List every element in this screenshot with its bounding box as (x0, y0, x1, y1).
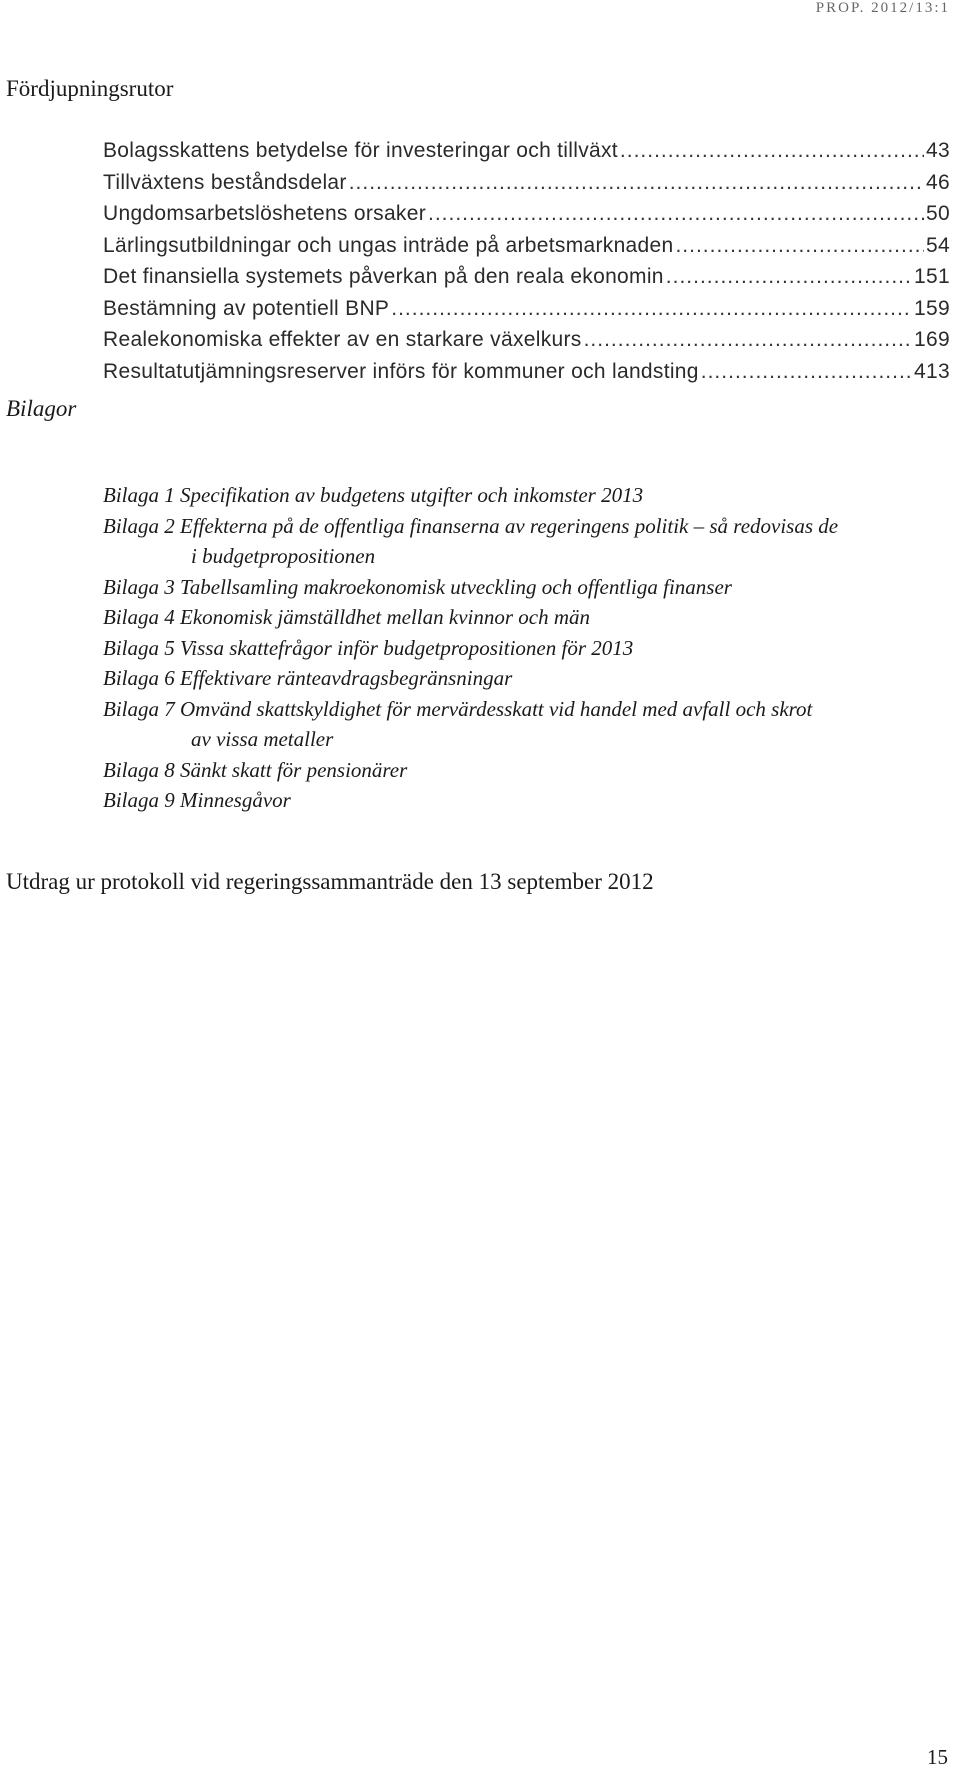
toc-entry[interactable] (103, 234, 950, 266)
annex-title: Bilaga 5 Vissa skattefrågor inför budgetpropositionen för 2013 (103, 635, 634, 660)
toc-entry-page: 43 (926, 139, 950, 162)
bilagor-list (103, 480, 953, 816)
toc-leader-dots (349, 171, 924, 195)
toc-entry[interactable] (103, 297, 950, 329)
running-head: PROP. 2012/13:1 (815, 0, 950, 16)
annex-entry[interactable] (103, 602, 953, 633)
annex-title: Bilaga 3 Tabellsamling makroekonomisk utveckling och offentliga finanser (103, 574, 732, 599)
annex-entry[interactable] (103, 480, 953, 511)
annex-title: Bilaga 8 Sänkt skatt för pensionärer (103, 757, 408, 782)
protocol-excerpt-line: Utdrag ur protokoll vid regeringssammanträde den 13 september 2012 (6, 869, 654, 894)
toc-entry-page: 151 (914, 265, 950, 288)
toc-entry[interactable] (103, 171, 950, 203)
annex-title-continuation: av vissa metaller (191, 727, 334, 751)
annex-title: Bilaga 7 Omvänd skattskyldighet för mervärdesskatt vid handel med avfall och skrot (103, 696, 813, 721)
toc-entry-title: Ungdomsarbetslöshetens orsaker (103, 202, 426, 225)
bilagor-heading: Bilagor (6, 396, 77, 421)
toc-leader-dots (584, 328, 912, 352)
toc-entry-page: 169 (914, 328, 950, 351)
annex-title: Bilaga 9 Minnesgåvor (103, 788, 291, 812)
toc-leader-dots (666, 265, 912, 289)
annex-entry[interactable] (103, 572, 953, 603)
toc-leader-dots (701, 360, 912, 384)
annex-title: Bilaga 2 Effekterna på de offentliga finanserna av regeringens politik – så redovisas de (103, 513, 839, 538)
annex-entry[interactable] (103, 633, 953, 664)
annex-entry[interactable] (103, 785, 953, 816)
toc-entry-title: Bestämning av potentiell BNP (103, 296, 390, 320)
toc-entry-title: Bolagsskattens betydelse för investeringar och tillväxt (103, 139, 618, 162)
toc-entry-title: Realekonomiska effekter av en starkare växelkurs (103, 328, 582, 351)
toc-entry-page: 159 (914, 296, 950, 320)
annex-entry[interactable] (103, 755, 953, 786)
annex-title: Bilaga 6 Effektivare ränteavdragsbegränsningar (103, 666, 513, 690)
toc-entry-title: Resultatutjämningsreserver införs för kommuner och landsting (103, 359, 699, 383)
toc-entry-page: 46 (926, 170, 950, 194)
annex-entry[interactable] (103, 511, 953, 572)
fordjupningsrutor-heading: Fördjupningsrutor (6, 76, 174, 101)
annex-entry[interactable] (103, 663, 953, 694)
toc-entry-title: Det finansiella systemets påverkan på den reala ekonomin (103, 265, 664, 288)
toc-entry[interactable] (103, 265, 950, 297)
toc-leader-dots (391, 297, 912, 321)
toc-entry[interactable] (103, 328, 950, 360)
toc-entry-page: 50 (926, 202, 950, 225)
toc-leader-dots (428, 202, 924, 226)
toc-entry-title: Tillväxtens beståndsdelar (103, 170, 347, 194)
toc-leader-dots (675, 234, 924, 258)
toc-entry-page: 54 (926, 233, 950, 257)
toc-entry-page: 413 (914, 359, 950, 383)
toc-leader-dots (620, 139, 924, 163)
toc-entry[interactable] (103, 360, 950, 392)
toc-entry-title: Lärlingsutbildningar och ungas inträde på arbetsmarknaden (103, 233, 674, 257)
page-number: 15 (927, 1745, 948, 1769)
annex-title: Bilaga 4 Ekonomisk jämställdhet mellan kvinnor och män (103, 605, 591, 629)
annex-title-continuation: i budgetpropositionen (191, 544, 376, 568)
annex-entry[interactable] (103, 694, 953, 755)
fordjupningsrutor-toc (103, 139, 950, 391)
annex-title: Bilaga 1 Specifikation av budgetens utgifter och inkomster 2013 (103, 483, 644, 507)
toc-entry[interactable] (103, 202, 950, 234)
toc-entry[interactable] (103, 139, 950, 171)
